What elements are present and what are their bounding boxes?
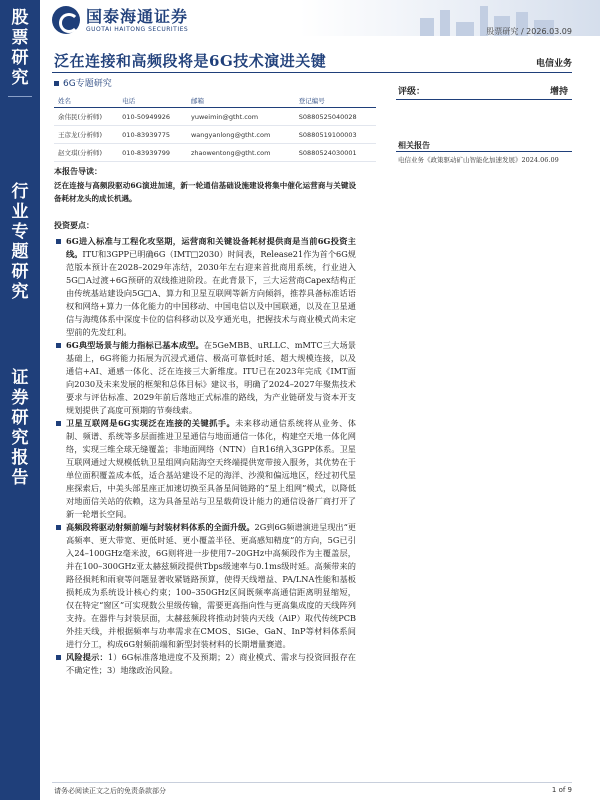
rating-label: 评级：: [398, 87, 426, 97]
table-row: 赵文琪(分析师) 010-83939799 zhaowentong@gtht.com S0880524030001: [54, 144, 376, 162]
report-subtitle: 6G专题研究: [54, 76, 112, 89]
risk-item: 风险提示：1）6G标准落地进度不及预期；2）商业模式、需求与投资回报存在不确定性；3）地缘政治风险。: [54, 651, 356, 677]
logo-english-name: GUOTAI HAITONG SECURITIES: [86, 25, 189, 33]
related-reports-heading: 相关报告: [398, 141, 430, 150]
list-item: 6G进入标准与工程化攻坚期，运营商和关键设备耗材提供商是当前6G投资主线。ITU和3GPP已明确6G（IMT□2030）时间表，Release21作为首个6G规范版本预计在2028–2029年冻结，2030年左右迎来首批商用系统，行业进入5G□A过渡+6G预研的双线推进阶段。在此背景下，三大运营商Capex结构正由传统基站建设向5G□A、算力和卫星互联网等新方向倾斜，推荐具备标准话语权和网络+算力一体化能力的中国移动、中国电信以及中国联通，以及在卫星通信与海缆体系中深度卡位的信科移动以及亨通光电，把握技术与商业模式尚未定型前的先发红利。: [54, 235, 356, 339]
sidebar-label-stock-research: 股 票 研 究: [11, 8, 29, 88]
industry-label: 电信业务: [535, 59, 572, 69]
sidebar-label-securities-report: 证 券 研 究 报 告: [11, 368, 29, 488]
analyst-table: [54, 94, 376, 162]
logo-name: 国泰海通证券: [86, 6, 189, 26]
list-item: 高频段将驱动射频前端与封装材料体系的全面升级。2G到6G频谱演进呈现出“更高频率、更大带宽、更低时延、更小覆盖半径、更高感知精度”的方向，5G已引入24–100GHz毫米波，6G则将进一步使用7–20GHz中高频段作为主覆盖层，并在100–300GHz亚太赫兹频段提供Tbps级速率与0.1ms级时延。高频带来的路径损耗和雨衰等问题显著收紧链路预算，使得天线增益、PA/LNA性能和基板损耗成为系统设计核心约束；100–350GHz区间既频率高通信距离明显缩短，仅在特定“窗区”可实现数公里级传输，需要更高指向性与更高集成度的天线阵列支持。在器件与封装层面，太赫兹频段将推动封装内天线（AiP）取代传统PCB外挂天线，并根据频率与功率需求在CMOS、SiGe、GaN、InP等材料体系间进行分工，构成6G射频前端和新型封装材料的长期增量赛道。: [54, 521, 356, 651]
list-item: 6G典型场景与能力指标已基本成型。在5GeMBB、uRLLC、mMTC三大场景基础上，6G将能力拓展为沉浸式通信、极高可靠低时延、超大规模连接，以及通信+AI、通感一体化、泛在连接三大新维度。ITU已在2023年完成《IMT面向2030及未来发展的框架和总体目标》建议书，明确了2024–2027年聚焦技术要求与评估标准、2029年前后落地正式标准的路线，为产业链研发与资本开支规划提供了高度可预期的节奏线索。: [54, 339, 356, 417]
sidebar-divider: [8, 96, 32, 97]
list-item: 卫星互联网是6G实现泛在连接的关键抓手。未来移动通信系统将从业务、体制、频谱、系统等多层面推进卫星通信与地面通信一体化，构建空天地一体化网络，实现三维全球无缝覆盖；非地面网络（NTN）自R16纳入3GPP体系。卫星互联网通过大规模低轨卫星组网向陆海空天终端提供宽带接入服务，其优势在于单位面积覆盖成本低，适合基站建设不足的海洋、沙漠和偏远地区，经过初代星座探索后，中美头部星座正加速切换至具备星间链路的“星上组网”模式，以降低对地面信关站的依赖，这为具备星站与卫星载荷设计能力的通信设备厂商打开了新一轮增长空间。: [54, 417, 356, 521]
related-report-link[interactable]: 电信业务《政策驱动矿山智能化加速发展》2024.06.09: [398, 156, 559, 164]
intro-heading: 本报告导读：: [54, 166, 102, 176]
footer-disclaimer: 请务必阅读正文之后的免责条款部分: [54, 787, 166, 795]
company-logo: [52, 4, 188, 36]
left-sidebar: [0, 0, 40, 800]
footer-rule: [52, 782, 572, 783]
report-title: 泛在连接和高频段将是6G技术演进关键: [54, 52, 327, 70]
sidebar-label-industry-research: 行 业 专 题 研 究: [11, 182, 29, 302]
report-type-date: 股票研究 / 2026.03.09: [486, 27, 572, 36]
investment-points-list: [54, 235, 356, 677]
investment-points-heading: 投资要点：: [54, 220, 94, 230]
rating-value: 增持: [549, 87, 568, 97]
intro-text: 泛在连接与高频段驱动6G演进加速，新一轮通信基础设施建设将集中催化运营商与关键设备耗材龙头的成长机遇。: [54, 181, 356, 203]
rating-box: [396, 82, 572, 100]
analyst-table-header: 姓名 电话 邮箱 登记编号: [54, 94, 376, 108]
table-row: 余伟民(分析师) 010-50949926 yuweimin@gtht.com S0880525040028: [54, 108, 376, 126]
page-number: 1 of 9: [551, 786, 572, 794]
related-reports-rule: [396, 151, 572, 152]
table-row: 王彦龙(分析师) 010-83939775 wangyanlong@gtht.com S0880519100003: [54, 126, 376, 144]
header-rule: [52, 72, 572, 73]
logo-icon: [52, 6, 80, 34]
